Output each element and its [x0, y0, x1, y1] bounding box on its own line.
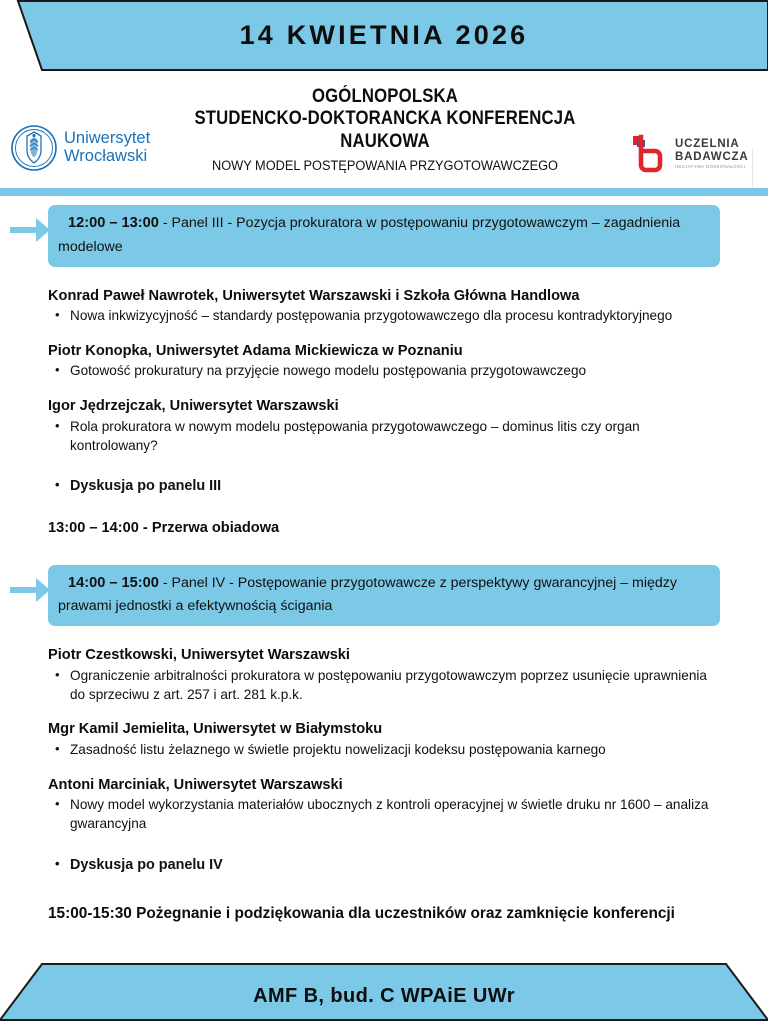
uczelnia-badawcza-logo — [628, 130, 756, 178]
topic-list — [0, 362, 768, 381]
uwr-logo-line2: Wrocławski — [64, 147, 148, 165]
speaker-entry — [0, 287, 768, 326]
speaker-name: Igor Jędrzejczak, Uniwersytet Warszawski — [48, 398, 339, 415]
speaker-name: Konrad Paweł Nawrotek, Uniwersytet Warszawski i Szkoła Główna Handlowa — [48, 287, 580, 304]
speaker-name: Piotr Konopka, Uniwersytet Adama Mickiewicza w Poznaniu — [48, 342, 463, 359]
break-line: 13:00 – 14:00 - Przerwa obiadowa — [48, 520, 280, 537]
ub-line3: INICJATYWA DOSKONAŁOŚCI — [675, 164, 746, 170]
panel-separator: - — [158, 574, 172, 591]
closing-line: 15:00-15:30 Pożegnanie i podziękowania dla uczestników oraz zamknięcie konferencji — [48, 904, 675, 922]
conference-title-block — [150, 86, 620, 178]
discussion-entry — [0, 856, 768, 876]
date-banner — [0, 0, 768, 74]
topic-list — [0, 418, 768, 456]
section-divider — [0, 188, 768, 196]
conference-title-line2: STUDENCKO-DOKTORANCKA KONFERENCJA NAUKOWA — [194, 108, 576, 152]
uczelnia-badawcza-mark-icon — [628, 132, 668, 176]
panel-highlight-box — [48, 565, 720, 627]
venue-banner-label: AMF B, bud. C WPAiE UWr — [253, 984, 515, 1007]
panel-header-row — [0, 205, 768, 267]
topic-item: • Dyskusja po panelu IV — [48, 856, 720, 876]
panel-separator: - — [158, 215, 172, 231]
topic-item: • Rola prokuratora w nowym modelu postępowania przygotowawczego – dominus litis czy organ kontrolowany? — [48, 418, 720, 456]
panel-arrow — [8, 215, 52, 245]
topic-item: • Nowa inkwizycyjność – standardy postępowania przygotowawczego dla procesu kontradyktoryjnego — [48, 307, 720, 326]
panel-header-row — [0, 565, 768, 627]
speaker-name: Antoni Marciniak, Uniwersytet Warszawski — [48, 776, 343, 793]
panel-time: 14:00 – 15:00 — [68, 574, 159, 591]
speaker-entry — [0, 776, 768, 834]
speaker-entry — [0, 646, 768, 704]
speaker-name: Mgr Kamil Jemielita, Uniwersytet w Białymstoku — [48, 721, 383, 738]
program-schedule — [0, 205, 768, 924]
panel-description: Panel IV - Postępowanie przygotowawcze z perspektywy gwarancyjnej – między prawami jednostki a efektywnością ścigania — [58, 574, 677, 615]
topic-list — [0, 796, 768, 834]
speaker-entry — [0, 397, 768, 455]
uwr-crest-seal-icon — [10, 124, 58, 172]
topic-list — [0, 667, 768, 705]
topic-list — [0, 477, 768, 497]
panel-highlight-box — [48, 205, 720, 267]
topic-list — [0, 856, 768, 876]
topic-item: • Gotowość prokuratury na przyjęcie nowego modelu postępowania przygotowawczego — [48, 362, 720, 381]
topic-item: • Zasadność listu żelaznego w świetle projektu nowelizacji kodeksu postępowania karnego — [48, 741, 720, 760]
topic-list — [0, 307, 768, 326]
conference-title-line1: OGÓLNOPOLSKA — [311, 86, 459, 107]
topic-list — [0, 741, 768, 760]
ub-line1: UCZELNIA — [675, 137, 740, 150]
slide-edge-artifact — [752, 148, 753, 192]
discussion-entry — [0, 477, 768, 497]
panel-time: 12:00 – 13:00 — [68, 215, 159, 231]
arrow-right-icon — [8, 215, 52, 245]
panel-arrow — [8, 575, 52, 605]
topic-item: • Dyskusja po panelu III — [48, 477, 720, 497]
speaker-entry — [0, 720, 768, 759]
conference-subtitle: NOWY MODEL POSTĘPOWANIA PRZYGOTOWAWCZEGO — [212, 158, 558, 175]
uwr-logo-wordmark — [64, 130, 150, 166]
topic-item: • Nowy model wykorzystania materiałów ubocznych z kontroli operacyjnej w świetle druku nr 1600 – analiza gwarancyjna — [48, 796, 720, 834]
venue-banner — [0, 962, 768, 1024]
ub-line2: BADAWCZA — [675, 150, 749, 163]
arrow-right-icon — [8, 575, 52, 605]
topic-item: • Ograniczenie arbitralności prokuratora w postępowaniu przygotowawczym poprzez usunięcie uprawnienia do sprzeciwu z art. 257 i art. 281 k.p.k. — [48, 667, 720, 705]
date-banner-label: 14 KWIETNIA 2026 — [239, 19, 529, 50]
uwr-logo-line1: Uniwersytet — [64, 129, 151, 148]
uczelnia-badawcza-wordmark — [675, 138, 748, 171]
speaker-entry — [0, 342, 768, 381]
panel-description: Panel III - Pozycja prokuratora w postępowaniu przygotowawczym – zagadnienia modelowe — [58, 215, 681, 255]
speaker-name: Piotr Czestkowski, Uniwersytet Warszawski — [48, 647, 350, 664]
